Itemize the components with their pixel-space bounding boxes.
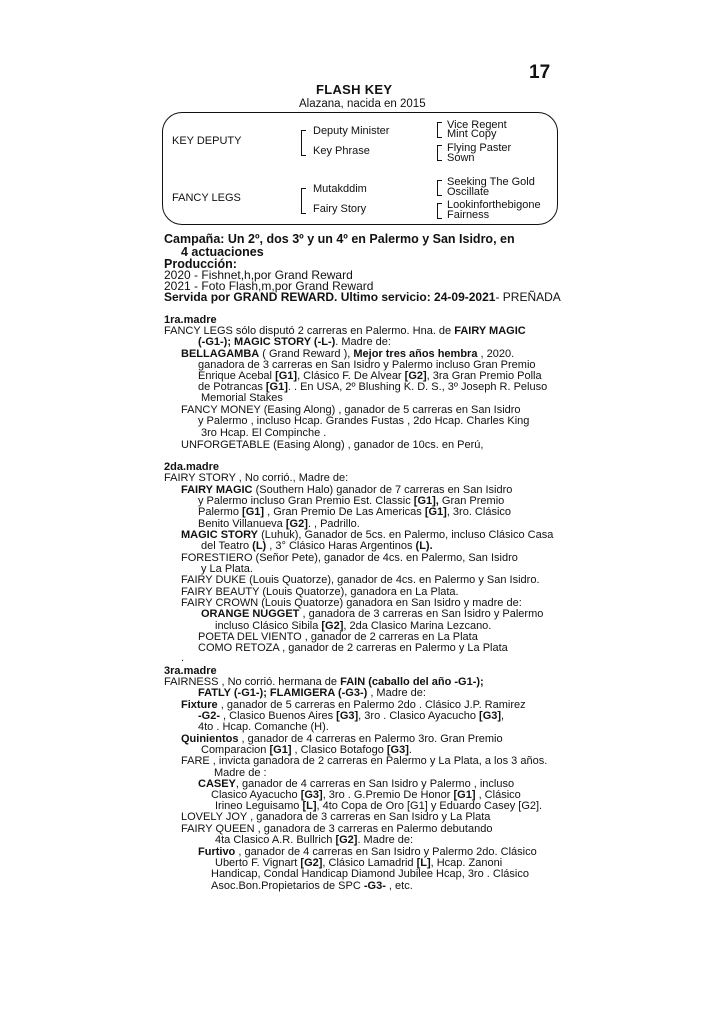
text-run: (L). — [415, 540, 433, 552]
text-run: FAIRY MAGIC — [181, 484, 253, 496]
pedigree-sire-sire: Deputy Minister — [313, 125, 390, 137]
text-run: ORANGE NUGGET — [201, 608, 300, 620]
text-run: ( Grand Reward ), — [259, 348, 354, 360]
text-run: , 3ra Gran Premio Polla — [426, 370, 542, 382]
text-run: Gran Premio — [438, 495, 505, 507]
text-run: [G1], — [413, 495, 439, 507]
bracket — [301, 188, 306, 214]
text-run: , ganadora de 3 carreras en San Isidro y Palermo — [299, 608, 544, 620]
text-run: , 2da Clasico Marina Lezcano. — [343, 620, 492, 632]
text-line: FANCY MONEY (Easing Along) , ganador de 5 carreras en San Isidro — [181, 404, 521, 416]
text-run: Palermo — [198, 506, 243, 518]
text-run: y Palermo incluso Gran Premio Est. Classic — [198, 495, 414, 507]
text-line: ganadora de 3 carreras en San Isidro y Palermo incluso Gran Premio — [198, 359, 536, 371]
produccion-item: 2021 - Foto Flash,m,por Grand Reward — [164, 279, 374, 293]
text-run: -G3- — [363, 880, 386, 892]
text-run: [L] — [302, 800, 317, 812]
text-run: Fixture — [181, 699, 218, 711]
text-run: , Clásico F. De Alvear — [297, 370, 405, 382]
text-run: [G1] — [424, 506, 447, 518]
section-heading: 1ra.madre — [164, 314, 217, 326]
pedigree-ggp: Oscillate — [447, 186, 490, 198]
text-run: (-G1-); MAGIC STORY (-L-) — [198, 336, 336, 348]
text-run: , ganador de 4 carreras en San Isidro y Palermo , incluso — [235, 778, 515, 790]
text-run: del Teatro — [201, 540, 253, 552]
text-run: , Hcap. Zanoni — [430, 857, 503, 869]
pedigree-ggp: Mint Copy — [447, 128, 497, 140]
text-run: [G1] — [242, 506, 265, 518]
text-run: , Madre de: — [367, 687, 426, 699]
section-heading: 2da.madre — [164, 461, 220, 473]
text-run: (Southern Halo) ganador de 7 carreras en San Isidro — [252, 484, 513, 496]
text-run: [G3] — [386, 744, 409, 756]
text-run: , 3ro . Clasico Ayacucho — [358, 710, 480, 722]
text-run: [G2] — [404, 370, 427, 382]
text-run: MAGIC STORY — [181, 529, 259, 541]
pedigree-dam: FANCY LEGS — [172, 192, 241, 204]
text-run: Quinientos — [181, 733, 239, 745]
text-line: 3ro Hcap. El Compinche . — [201, 427, 327, 439]
text-run: (Luhuk), Ganador de 5cs. en Palermo, incluso Clásico Casa — [258, 529, 554, 541]
pedigree-ggp: Fairness — [447, 209, 490, 221]
text-run: , Clasico Botafogo — [291, 744, 387, 756]
text-run: , ganador de 4 carreras en San Isidro y Palermo 2do. Clásico — [235, 846, 537, 858]
pedigree-ggp: Vice Regent — [447, 119, 507, 131]
text-line: FAIRY CROWN (Louis Quatorze) ganadora en San Isidro y madre de: — [181, 597, 522, 609]
text-run: [G2] — [300, 857, 323, 869]
text-run: , Clásico Lamadrid — [322, 857, 417, 869]
produccion-item: 2020 - Fishnet,h,por Grand Reward — [164, 268, 353, 282]
text-run: , 2020. — [477, 348, 515, 360]
text-run: Uberto F. Vignart — [215, 857, 301, 869]
text-run: . , Padrillo. — [307, 518, 360, 530]
text-run: Furtivo — [198, 846, 236, 858]
text-line: LOVELY JOY , ganadora de 3 carreras en San Isidro y La Plata — [181, 811, 491, 823]
text-run: , 3ro . G.Premio De Honor — [322, 789, 454, 801]
pedigree-ggp: Sown — [447, 152, 475, 164]
text-run: Asoc.Bon.Propietarios de SPC — [211, 880, 364, 892]
produccion-label: Producción: — [164, 257, 237, 271]
servicio-status: - PREÑADA — [495, 290, 561, 304]
text-line: 4to . Hcap. Comanche (H). — [198, 721, 329, 733]
text-run: [G3] — [336, 710, 359, 722]
text-run: 4ta Clasico A.R. Bullrich — [215, 834, 336, 846]
text-line: Handicap, Condal Handicap Diamond Jubilee Hcap, 3ro . Clásico — [211, 868, 529, 880]
text-run: (L) — [252, 540, 267, 552]
text-run: FAIRY MAGIC — [454, 325, 526, 337]
bracket — [437, 180, 442, 196]
page-number: 17 — [529, 62, 551, 83]
servicio-bold: Servida por GRAND REWARD. Ultimo servicio: 24-09-2021 — [164, 290, 496, 304]
text-line: y La Plata. — [201, 563, 253, 575]
bracket — [301, 130, 306, 156]
text-run: [G1] — [269, 744, 292, 756]
text-run: , 3° Clásico Haras Argentinos — [266, 540, 416, 552]
text-run: Clasico Ayacucho — [211, 789, 301, 801]
section-heading: 3ra.madre — [164, 665, 217, 677]
bracket — [437, 122, 442, 138]
text-run: de Potrancas — [198, 381, 266, 393]
bracket — [437, 145, 442, 161]
text-run: , 3ro. Clásico — [446, 506, 512, 518]
text-run: BELLAGAMBA — [181, 348, 260, 360]
text-run: , etc. — [385, 880, 413, 892]
text-run: -G2- — [198, 710, 220, 722]
text-run: [G1] — [265, 381, 288, 393]
pedigree-sire-dam: Key Phrase — [313, 145, 370, 157]
text-run: , Gran Premio De Las Americas — [264, 506, 425, 518]
text-run: . Madre de: — [357, 834, 414, 846]
text-run: , Clásico — [475, 789, 521, 801]
text-run: , ganador de 5 carreras en Palermo 2do . Clásico J.P. Ramirez — [217, 699, 526, 711]
text-run: [G3] — [479, 710, 502, 722]
horse-name: FLASH KEY — [316, 82, 393, 97]
text-line: Madre de : — [214, 767, 267, 779]
text-line: FAIRY BEAUTY (Louis Quatorze), ganadora en La Plata. — [181, 586, 459, 598]
text-line: FAIRY QUEEN , ganadora de 3 carreras en Palermo debutando — [181, 823, 493, 835]
text-line: y Palermo , incluso Hcap. Grandes Fustas , 2do Hcap. Charles King — [198, 415, 530, 427]
text-line — [198, 507, 511, 518]
text-run: [L] — [416, 857, 431, 869]
text-run: . . En USA, 2º Blushing K. D. S., 3º Joseph R. Peluso — [287, 381, 548, 393]
text-run: , — [501, 710, 505, 722]
text-run: . — [408, 744, 412, 756]
text-run: [G3] — [300, 789, 323, 801]
text-run: Comparacion — [201, 744, 270, 756]
text-run: Benito Villanueva — [198, 518, 286, 530]
text-line — [201, 541, 433, 552]
text-run: FANCY LEGS sólo disputó 2 carreras en Palermo. Hna. de — [164, 325, 455, 337]
servicio-line — [164, 291, 561, 303]
text-run: FAIRNESS , No corrió. hermana de — [164, 676, 341, 688]
text-run: , Clasico Buenos Aires — [220, 710, 337, 722]
text-run: [G2] — [321, 620, 344, 632]
text-line: FORESTIERO (Señor Pete), ganador de 4cs. en Palermo, San Isidro — [181, 552, 518, 564]
pedigree-ggp: Lookinforthebigone — [447, 199, 541, 211]
text-run: FAIN (caballo del año -G1-); — [340, 676, 484, 688]
text-run: FATLY (-G1-); FLAMIGERA (-G3-) — [198, 687, 368, 699]
horse-description: Alazana, nacida en 2015 — [299, 98, 426, 110]
text-line — [201, 609, 543, 620]
text-line: FAIRY STORY , No corrió., Madre de: — [164, 472, 349, 484]
text-line — [211, 881, 413, 892]
text-line: FARE , invicta ganadora de 2 carreras en Palermo y La Plata, a los 3 años. — [181, 755, 548, 767]
text-run: . Madre de: — [335, 336, 391, 348]
text-run: [G1] — [453, 789, 476, 801]
campaign-line: Campaña: Un 2º, dos 3º y un 4º en Palermo y San Isidro, en — [164, 232, 515, 246]
text-line: COMO RETOZA , ganador de 2 carreras en Palermo y La Plata — [198, 642, 508, 654]
text-run: [G2] — [335, 834, 358, 846]
text-line — [215, 835, 413, 846]
text-line — [198, 337, 391, 348]
text-run: CASEY — [198, 778, 236, 790]
pedigree-sire: KEY DEPUTY — [172, 135, 242, 147]
text-run: Mejor tres años hembra — [353, 348, 478, 360]
pedigree-ggp: Flying Paster — [447, 142, 512, 154]
text-line: Memorial Stakes — [201, 392, 283, 404]
text-line — [198, 688, 426, 699]
text-run: Irineo Leguisamo — [215, 800, 303, 812]
text-run: [G1] — [275, 370, 298, 382]
campaign-line: 4 actuaciones — [181, 245, 264, 259]
pedigree-ggp: Seeking The Gold — [447, 176, 535, 188]
text-line: UNFORGETABLE (Easing Along) , ganador de 10cs. en Perú, — [181, 439, 484, 451]
text-line: POETA DEL VIENTO , ganador de 2 carreras en La Plata — [198, 631, 478, 643]
bracket — [437, 203, 442, 219]
text-run: [G2] — [285, 518, 308, 530]
pedigree-dam-dam: Fairy Story — [313, 203, 367, 215]
text-run: , ganador de 4 carreras en Palermo 3ro. Gran Premio — [238, 733, 503, 745]
text-line: FAIRY DUKE (Louis Quatorze), ganador de 4cs. en Palermo y San Isidro. — [181, 574, 540, 586]
text-run: , 4to Copa de Oro [G1] y Eduardo Casey [G2]. — [316, 800, 543, 812]
text-run: incluso Clásico Sibila — [215, 620, 322, 632]
text-line: . — [181, 652, 185, 664]
text-run: Enrique Acebal — [198, 370, 276, 382]
pedigree-dam-sire: Mutakddim — [313, 183, 367, 195]
